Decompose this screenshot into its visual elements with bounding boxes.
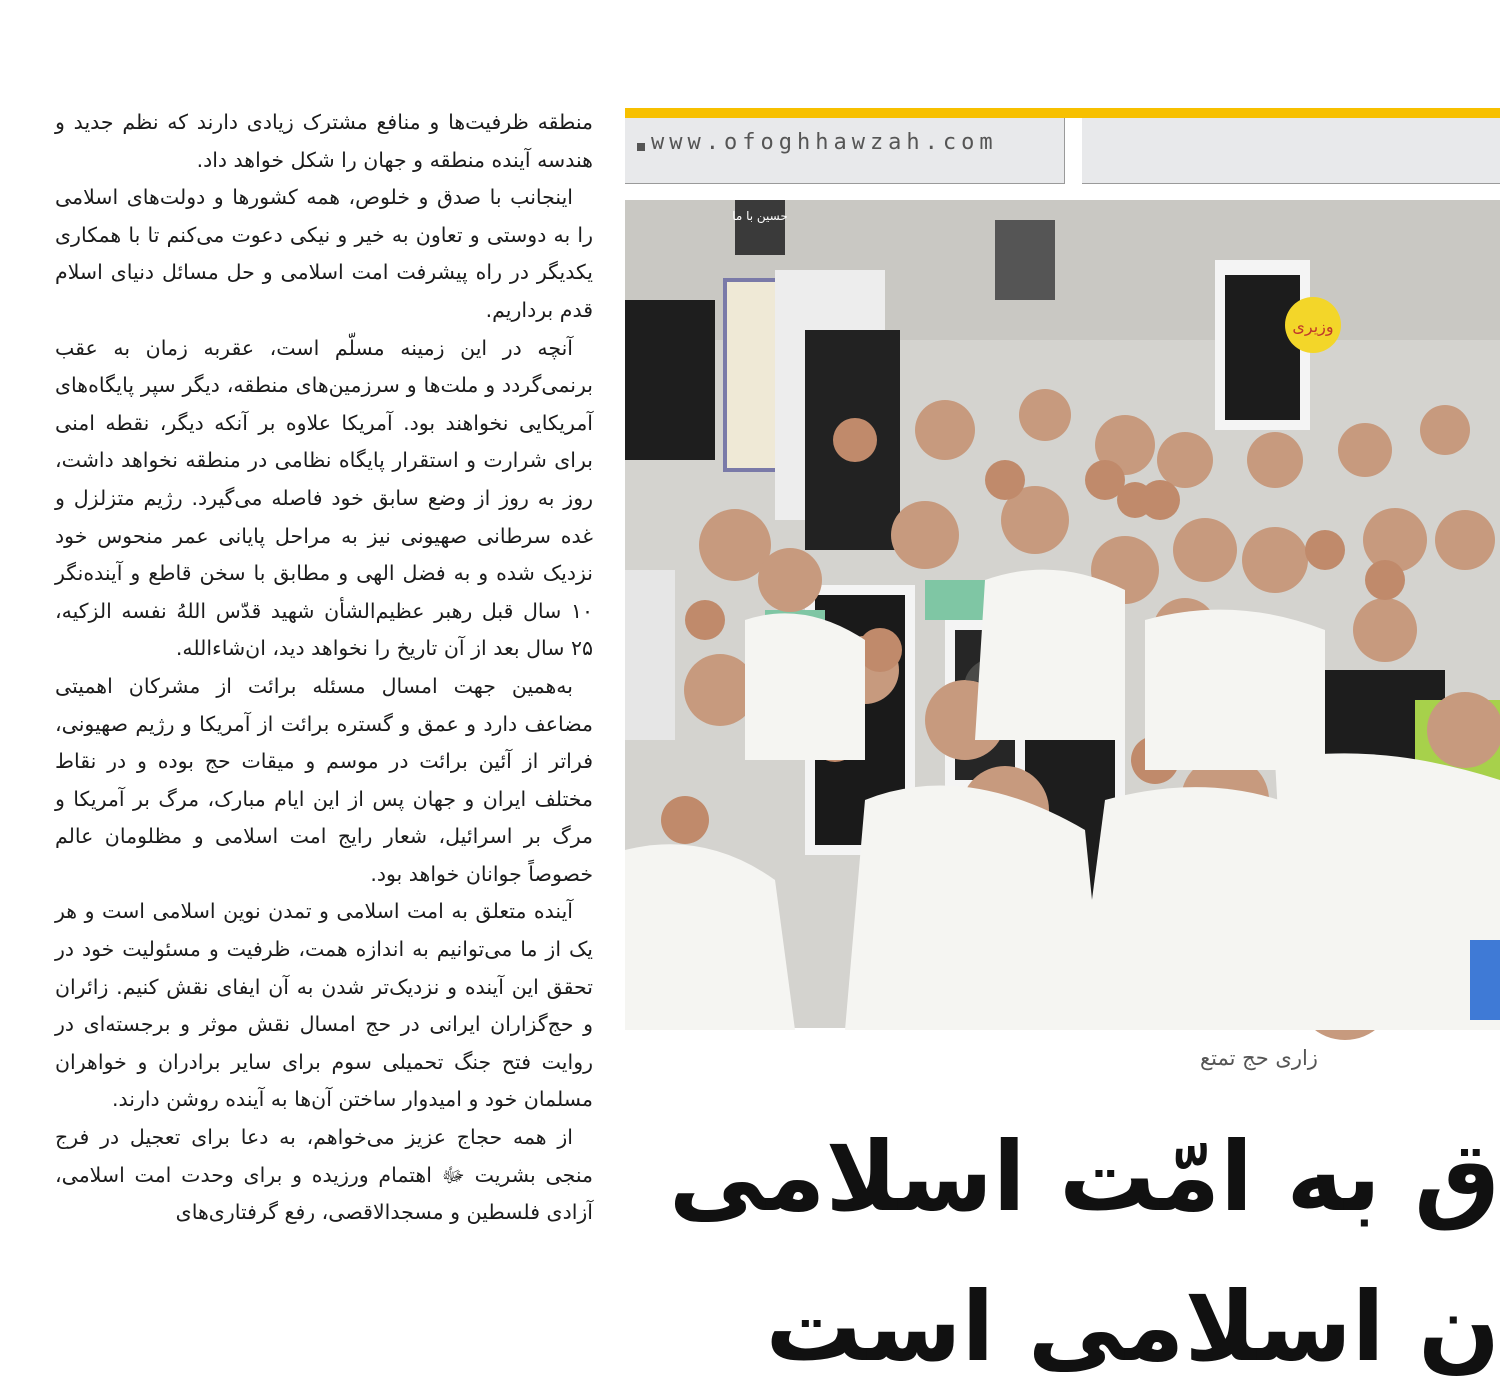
website-url[interactable]: www.ofoghhawzah.com (651, 130, 998, 155)
header-accent-bar (625, 108, 1500, 118)
article-paragraph: از همه حجاج عزیز می‌خواهم، به دعا برای تعجیل در فرج منجی بشریت ﷻ اهتمام ورزیده و برای وحدت امت اسلامی، آزادی فلسطین و مسجدالاقصی، رفع گرفتاری‌های (55, 1125, 593, 1225)
article-body (55, 104, 593, 1232)
headline-line-2: ن اسلامی است (765, 1271, 1500, 1383)
article-paragraph: آنچه در این زمینه مسلّم است، عقربه زمان به عقب برنمی‌گردد و ملت‌ها و سرزمین‌های منطقه، دیگر سپر پایگاه‌های آمریکایی نخواهند بود. آمریکا علاوه بر آنکه دیگر، نقطه امنی برای شرارت و استقرار پایگاه نظامی در منطقه نخواهد داشت، روز به روز از وضع سابق خود فاصله می‌گیرد. رژیم متزلزل و غده سرطانی صهیونی نیز به مراحل پایانی عمر منحوس خود نزدیک شده و به فضل الهی و مطابق با سخن قاطع و آینده‌نگر ۱۰ سال قبل رهبر عظیم‌الشأن شهید قدّس اللهُ نفسه الزکیه، ۲۵ سال بعد از آن تاریخ را نخواهد دید، ان‌شاءالله. (55, 335, 593, 661)
bullet-icon (637, 143, 645, 151)
photo-caption: زاری حج تمتع (1200, 1046, 1318, 1070)
article-paragraph: به‌همین جهت امسال مسئله برائت از مشرکان اهمیتی مضاعف دارد و عمق و گستره برائت از آمریکا و رژیم صهیونی، فراتر از آئین برائت در موسم و میقات حج بوده و در نقاط مختلف ایران و جهان پس از این ایام مبارک، مرگ بر آمریکا و مرگ بر اسرائیل، شعار رایج امت اسلامی و مظلومان عالم خصوصاً جوانان خواهد بود. (55, 673, 593, 886)
pilgrims-photo (625, 200, 1500, 1028)
article-paragraph: اینجانب با صدق و خلوص، همه کشورها و دولت‌های اسلامی را به دوستی و تعاون به خیر و نیکی دعوت می‌کنم تا با همکاری یکدیگر در راه پیشرفت امت اسلامی و حل مسائل دنیای اسلام قدم برداریم. (55, 185, 593, 322)
website-banner (625, 118, 1065, 184)
crowd-illustration (625, 200, 1500, 1028)
header-gray-panel (1082, 118, 1500, 184)
headline-line-1: ق به امّت اسلامی (668, 1121, 1500, 1233)
article-paragraph: آینده متعلق به امت اسلامی و تمدن نوین اسلامی است و هر یک از ما می‌توانیم به اندازه همت، ظرفیت و مسئولیت خود در تحقق این آینده و نزدیک‌تر شدن به آن ایفای نقش کنیم. زائران و حج‌گزاران ایرانی در حج امسال نقش موثر و برجسته‌ای در روایت فتح جنگ تحمیلی سوم برای سایر برادران و خواهران مسلمان خود و امیدوار ساختن آن‌ها به آینده روشن دارند. (55, 899, 593, 1112)
article-paragraph: منطقه ظرفیت‌ها و منافع مشترک زیادی دارند که نظم جدید و هندسه آینده منطقه و جهان را شکل خواهد داد. (55, 110, 593, 172)
sign-text: وزیری (1292, 317, 1334, 336)
sign-text: حسین با ما (732, 209, 788, 223)
